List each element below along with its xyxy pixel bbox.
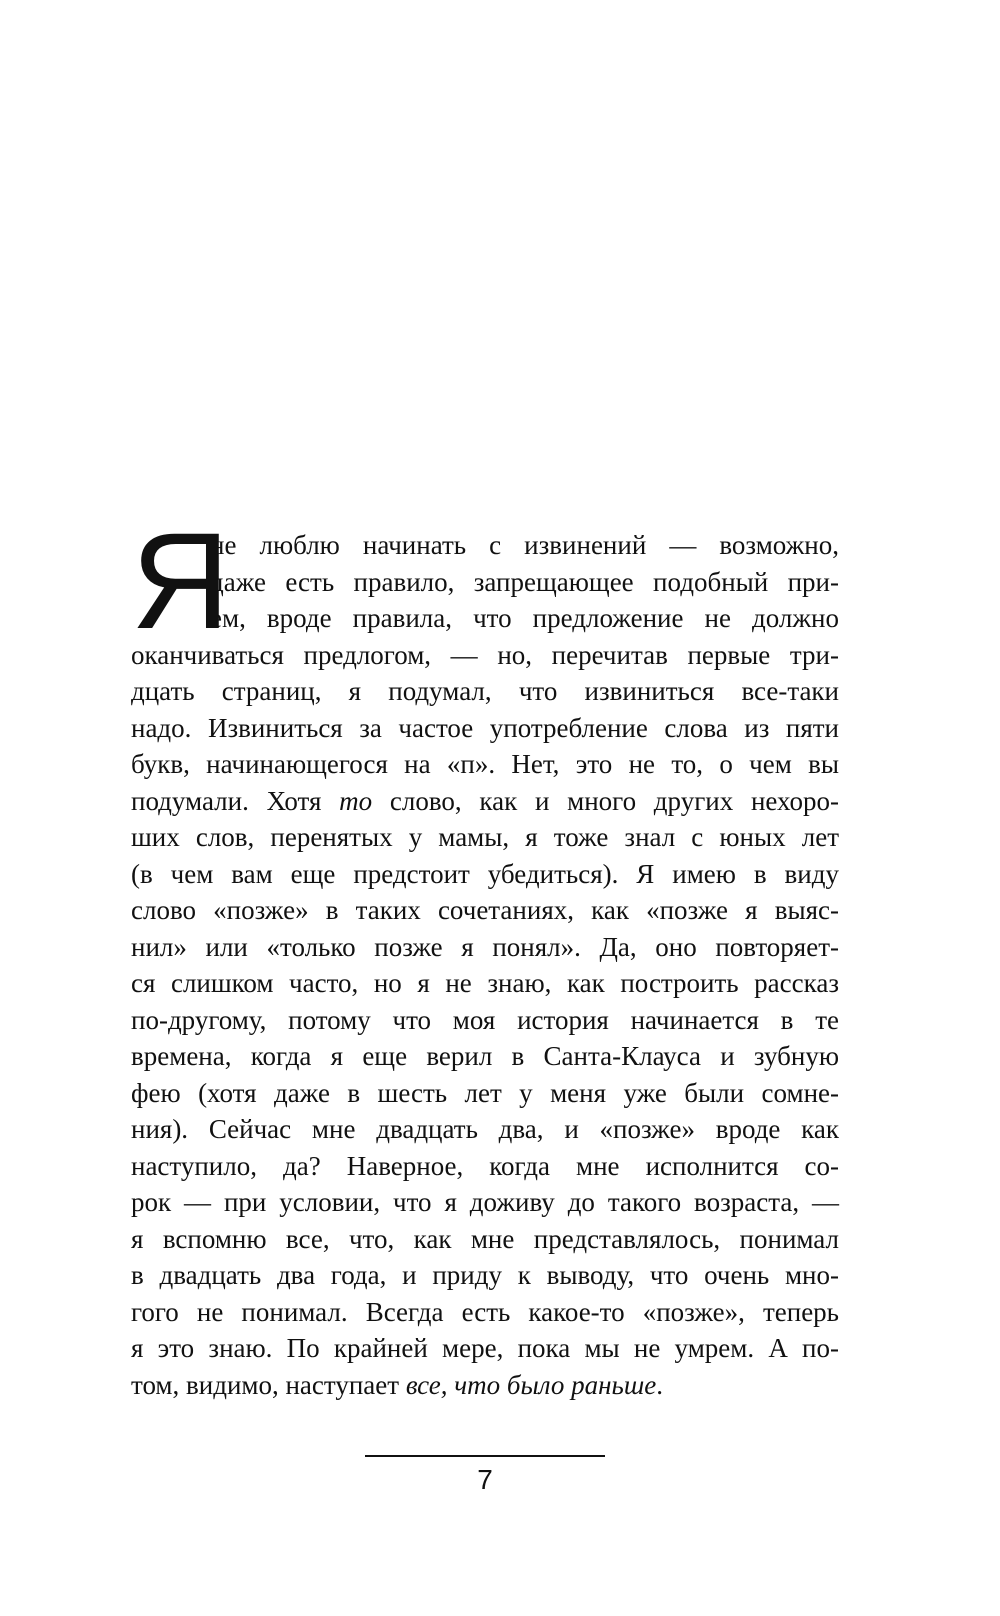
- text-run: подумали. Хотя: [131, 785, 340, 816]
- text-line: не люблю начинать с извинений — возможно,: [210, 530, 839, 560]
- text-line: дцать страниц, я подумал, что извиниться все-таки: [131, 676, 839, 706]
- italic-run: все, что было раньше: [405, 1369, 657, 1400]
- text-line: по-другому, потому что моя история начинается в те: [131, 1004, 839, 1035]
- text-line: в двадцать два года, и приду к выводу, что очень мно-: [131, 1260, 839, 1290]
- text-line: ся слишком часто, но я не знаю, как построить рассказ: [131, 968, 839, 998]
- text-line: ния). Сейчас мне двадцать два, и «позже» вроде как: [131, 1114, 839, 1144]
- text-line-mixed: [131, 1367, 839, 1404]
- text-line: слово «позже» в таких сочетаниях, как «позже я выяс-: [131, 895, 839, 925]
- text-line: гого не понимал. Всегда есть какое-то «позже», теперь: [131, 1296, 839, 1327]
- text-line: ших слов, перенятых у мамы, я тоже знал с юных лет: [131, 822, 839, 852]
- text-run: .: [656, 1369, 663, 1400]
- text-line: ем, вроде правила, что предложение не должно: [210, 603, 839, 633]
- text-line: оканчиваться предлогом, — но, перечитав первые три-: [131, 639, 839, 670]
- text-line: фею (хотя даже в шесть лет у меня уже были сомне-: [131, 1077, 839, 1108]
- text-line: я вспомню все, что, как мне представлялось, понимал: [131, 1223, 839, 1254]
- text-line: надо. Извиниться за частое употребление слова из пяти: [131, 712, 839, 743]
- text-line: (в чем вам еще предстоит убедиться). Я имею в виду: [131, 858, 839, 889]
- page-number: 7: [477, 1464, 493, 1495]
- text-line-mixed: [131, 783, 839, 820]
- text-run: том, видимо, наступает: [131, 1369, 406, 1400]
- text-line: я это знаю. По крайней мере, пока мы не умрем. А по-: [131, 1333, 839, 1363]
- italic-run: то: [339, 785, 373, 816]
- text-line: рок — при условии, что я доживу до такого возраста, —: [131, 1187, 839, 1217]
- body-text: [131, 505, 839, 1403]
- text-line: времена, когда я еще верил в Санта-Клауса и зубную: [131, 1041, 839, 1071]
- text-line: наступило, да? Наверное, когда мне исполнится со-: [131, 1150, 839, 1181]
- footer-rule: [365, 1455, 605, 1457]
- text-line: даже есть правило, запрещающее подобный при-: [210, 566, 839, 597]
- drop-cap: Я: [131, 505, 230, 658]
- text-line: нил» или «только позже я понял». Да, оно повторяет-: [131, 931, 839, 962]
- text-line: букв, начинающегося на «п». Нет, это не то, о чем вы: [131, 749, 839, 779]
- text-run: слово, как и много других нехоро-: [372, 785, 839, 816]
